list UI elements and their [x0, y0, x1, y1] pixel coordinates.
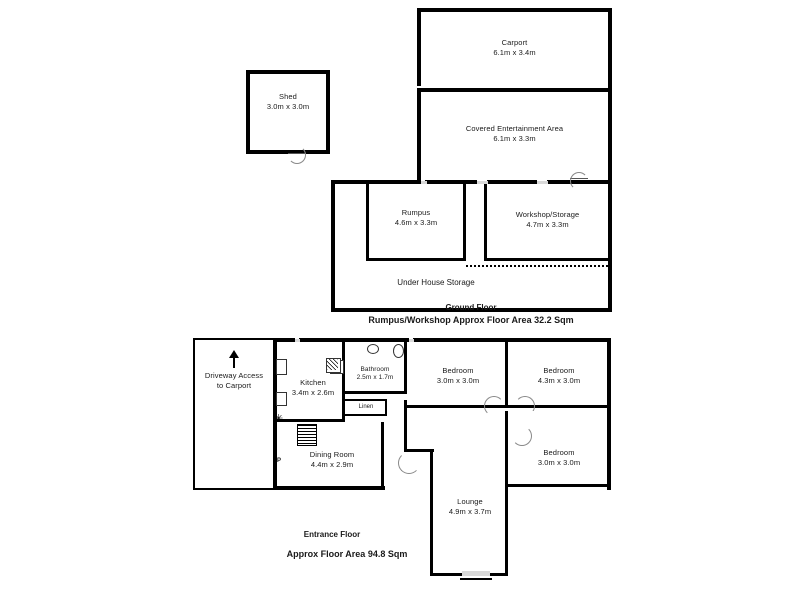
pantry-marker: P [276, 458, 281, 464]
shed-label: Shed 3.0m x 3.0m [266, 92, 310, 111]
shed-wall-left [246, 70, 250, 154]
entrance-floor-area-caption: Approx Floor Area 94.8 Sqm [286, 549, 408, 559]
shed-fill [246, 70, 330, 154]
entertainment-wall-right [608, 88, 612, 180]
linen-wall-bottom [345, 414, 387, 416]
entertainment-wall-left [417, 88, 421, 180]
bathroom-wall-bottom [345, 391, 407, 394]
entrance-floor-caption: Entrance Floor [303, 530, 361, 539]
ground-floor-area-caption: Rumpus/Workshop Approx Floor Area 32.2 Sqm [368, 315, 574, 325]
entertainment-label: Covered Entertainment Area 6.1m x 3.3m [465, 124, 564, 143]
bedroom3-door-arc [512, 426, 532, 446]
workshop-door-arc [570, 172, 588, 190]
carport-wall-top [417, 8, 612, 12]
driveway-arrow-icon [229, 350, 239, 358]
bathroom-tile-hatch [327, 359, 338, 370]
kitchen-star-icon: ✳ [274, 413, 284, 425]
driveway-label: Driveway Access to Carport [204, 371, 264, 390]
dining-label: Dining Room 4.4m x 2.9m [309, 450, 355, 469]
lounge-entry-threshold [462, 571, 490, 576]
workshop-wall-bottom [484, 258, 608, 261]
workshop-label: Workshop/Storage 4.7m x 3.3m [515, 210, 580, 229]
lounge-wall-left [430, 486, 433, 576]
carport-label: Carport 6.1m x 3.4m [493, 38, 536, 57]
lounge-entry-step [460, 578, 492, 580]
driveway-arrow-stem [233, 358, 235, 368]
bedroom1-wall-right [505, 342, 508, 408]
ground-floor-wall-right [608, 180, 612, 312]
bedroom3-wall-left [505, 411, 508, 487]
ground-floor-wall-left [331, 180, 335, 312]
bedroom3-label: Bedroom 3.0m x 3.0m [537, 448, 581, 467]
house-wall-bottom-left [273, 486, 385, 490]
kitchen-wall-bottom [277, 419, 345, 422]
house-wall-right-upper [607, 338, 611, 490]
house-window-top-1 [295, 339, 300, 342]
under-house-storage-label: Under House Storage [397, 278, 475, 287]
bedroom3-wall-bottom [505, 484, 611, 487]
bedroom1-label: Bedroom 3.0m x 3.0m [436, 366, 480, 385]
hall-door-arc [398, 452, 420, 474]
linen-wall-top [345, 399, 387, 401]
lounge-wall-bottom-left [430, 573, 462, 576]
under-house-storage-divider [466, 265, 608, 267]
bathroom-label: Bathroom 2.5m x 1.7m [356, 366, 394, 381]
rumpus-wall-bottom [366, 258, 466, 261]
dining-wall-right [381, 422, 384, 488]
shed-door-arc [288, 146, 306, 164]
driveway-wall-bottom [193, 488, 273, 490]
rumpus-label: Rumpus 4.6m x 3.3m [394, 208, 438, 227]
ground-floor-caption: Ground Floor [445, 303, 497, 312]
bathroom-wall-right [404, 342, 407, 394]
linen-label: Linen [358, 404, 374, 410]
driveway-wall-left [193, 338, 195, 490]
entertainment-wall-top [417, 88, 612, 92]
bathroom-toilet-fixture [393, 344, 404, 358]
kitchen-appliance-fixture [276, 392, 287, 406]
kitchen-sink-fixture [276, 359, 287, 375]
bedroom2-label: Bedroom 4.3m x 3.0m [537, 366, 581, 385]
kitchen-label: Kitchen 3.4m x 2.6m [291, 378, 335, 397]
bedroom1-door-arc [484, 396, 504, 416]
lounge-label: Lounge 4.9m x 3.7m [448, 497, 492, 516]
bathroom-basin-fixture [367, 344, 379, 354]
carport-wall-left [417, 8, 421, 86]
staircase [297, 424, 317, 446]
shed-wall-right [326, 70, 330, 154]
shed-wall-top [246, 70, 330, 74]
lounge-wall-bottom-right [490, 573, 508, 576]
